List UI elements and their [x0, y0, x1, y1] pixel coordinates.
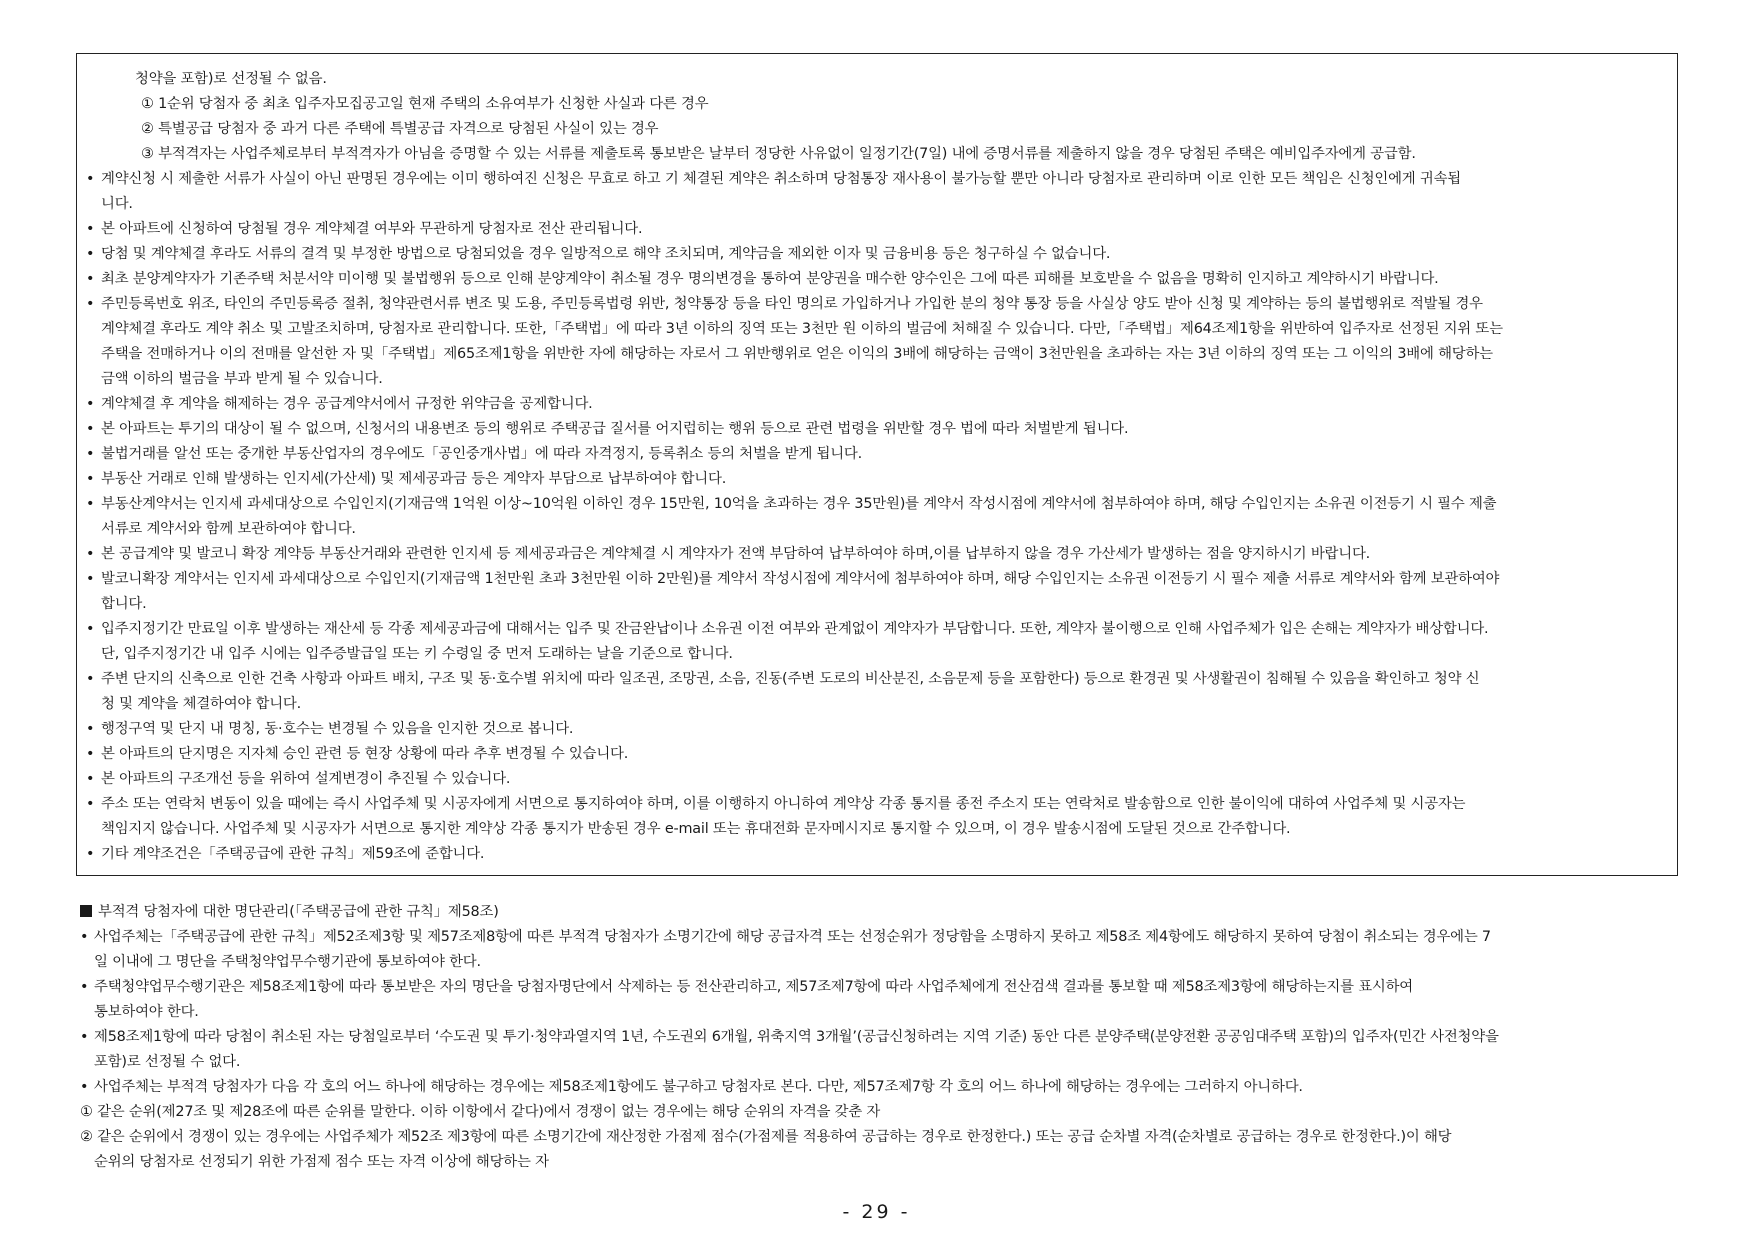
sub-item: ② 특별공급 당첨자 중 과거 다른 주택에 특별공급 자격으로 당첨된 사실이 있는 경우 [141, 121, 659, 137]
bullet-item [85, 492, 1661, 517]
numbered-item: ① 같은 순위(제27조 및 제28조에 따른 순위를 말한다. 이하 이항에서 같다)에서 경쟁이 없는 경우에는 해당 순위의 자격을 갖춘 자 [80, 1104, 881, 1120]
bullet-text: 주택청약업무수행기관은 제58조제1항에 따라 통보받은 자의 명단을 당첨자명단에서 삭제하는 등 전산관리하고, 제57조제7항에 따라 사업주체에게 전산검색 결과를 통보할 때 제58조제3항에 해당하는지를 표시하여 [94, 979, 1414, 995]
bullet-continuation: 니다. [101, 196, 133, 212]
bullet-continuation: 일 이내에 그 명단을 주택청약업무수행기관에 통보하여야 한다. [94, 954, 481, 970]
section-title: 부적격 당첨자에 대한 명단관리(「주택공급에 관한 규칙」제58조) [98, 904, 499, 920]
bullet-text: 본 아파트는 투기의 대상이 될 수 없으며, 신청서의 내용변조 등의 행위로 주택공급 질서를 어지럽히는 행위 등으로 관련 법령을 위반할 경우 법에 따라 처벌받게 됩니다. [101, 421, 1129, 437]
intro-line: 청약을 포함)로 선정될 수 없음. [135, 71, 327, 87]
bullet-dot-icon: • [86, 446, 95, 462]
bullet-text: 당첨 및 계약체결 후라도 서류의 결격 및 부정한 방법으로 당첨되었을 경우 일방적으로 해약 조치되며, 계약금을 제외한 이자 및 금융비용 등은 청구하실 수 없습니다. [101, 246, 1111, 262]
disqualified-winner-section [80, 900, 1680, 1175]
bullet-text: 사업주체는「주택공급에 관한 규칙」제52조제3항 및 제57조제8항에 따른 부적격 당첨자가 소명기간에 해당 공급자격 또는 선정순위가 정당함을 소명하지 못하고 제58조 제4항에도 해당하지 못하여 당첨이 취소되는 경우에는 7 [94, 929, 1491, 945]
bullet-text: 최초 분양계약자가 기존주택 처분서약 미이행 및 불법행위 등으로 인해 분양계약이 취소될 경우 명의변경을 통하여 분양권을 매수한 양수인은 그에 따른 피해를 보호받을 수 없음을 명확히 인지하고 계약하시기 바랍니다. [101, 271, 1439, 287]
bullet-dot-icon: • [80, 929, 89, 945]
bullet-text: 사업주체는 부적격 당첨자가 다음 각 호의 어느 하나에 해당하는 경우에는 제58조제1항에도 불구하고 당첨자로 본다. 다만, 제57조제7항 각 호의 어느 하나에 해당하는 경우에는 그러하지 아니하다. [94, 1079, 1303, 1095]
bullet-text: 본 공급계약 및 발코니 확장 계약등 부동산거래와 관련한 인지세 등 제세공과금은 계약체결 시 계약자가 전액 부담하여 납부하여야 하며,이를 납부하지 않을 경우 가산세가 발생하는 점을 양지하시기 바랍니다. [101, 546, 1371, 562]
bullet-continuation: 서류로 계약서와 함께 보관하여야 합니다. [101, 521, 356, 537]
bullet-item [85, 217, 1661, 242]
bullet-continuation: 주택을 전매하거나 이의 전매를 알선한 자 및「주택법」제65조제1항을 위반한 자에 해당하는 자로서 그 위반행위로 얻은 이익의 3배에 해당하는 금액이 3천만원을 초과하는 자는 3년 이하의 징역 또는 그 이익의 3배에 해당하는 [101, 346, 1493, 362]
bullet-text: 기타 계약조건은「주택공급에 관한 규칙」제59조에 준합니다. [101, 846, 485, 862]
bullet-continuation: 책임지지 않습니다. 사업주체 및 시공자가 서면으로 통지한 계약상 각종 통지가 반송된 경우 e-mail 또는 휴대전화 문자메시지로 통지할 수 있으며, 이 경우 발송시점에 도달된 것으로 간주합니다. [101, 821, 1291, 837]
bullet-text: 본 아파트의 구조개선 등을 위하여 설계변경이 추진될 수 있습니다. [101, 771, 511, 787]
bullet-dot-icon: • [86, 621, 95, 637]
bullet-continuation: 금액 이하의 벌금을 부과 받게 될 수 있습니다. [101, 371, 383, 387]
section-numbered-list [80, 1100, 1680, 1175]
bullet-text: 부동산 거래로 인해 발생하는 인지세(가산세) 및 제세공과금 등은 계약자 부담으로 납부하여야 합니다. [101, 471, 727, 487]
bullet-dot-icon: • [86, 671, 95, 687]
bullet-item [85, 792, 1661, 817]
bullet-item [85, 542, 1661, 567]
bullet-item [85, 667, 1661, 692]
bullet-dot-icon: • [86, 296, 95, 312]
numbered-item: ② 같은 순위에서 경쟁이 있는 경우에는 사업주체가 제52조 제3항에 따른 소명기간에 재산정한 가점제 점수(가점제를 적용하여 공급하는 경우로 한정한다.) 또는 공급 순차별 자격(순차별로 공급하는 경우로 한정한다.)이 해당 [80, 1129, 1452, 1145]
section-bullet-list [80, 925, 1680, 1100]
bullet-text: 불법거래를 알선 또는 중개한 부동산업자의 경우에도「공인중개사법」에 따라 자격정지, 등록취소 등의 처벌을 받게 됩니다. [101, 446, 862, 462]
bullet-text: 주소 또는 연락처 변동이 있을 때에는 즉시 사업주체 및 시공자에게 서면으로 통지하여야 하며, 이를 이행하지 아니하여 계약상 각종 통지를 종전 주소지 또는 연락처로 발송함으로 인한 불이익에 대하여 사업주체 및 시공자는 [101, 796, 1466, 812]
bullet-continuation: 계약체결 후라도 계약 취소 및 고발조치하며, 당첨자로 관리합니다. 또한,「주택법」에 따라 3년 이하의 징역 또는 3천만 원 이하의 벌금에 처해질 수 있습니다. 다만,「주택법」제64조제1항을 위반하여 입주자로 선정된 지위 또는 [101, 321, 1503, 337]
bullet-text: 계약체결 후 계약을 해제하는 경우 공급계약서에서 규정한 위약금을 공제합니다. [101, 396, 593, 412]
bullet-dot-icon: • [86, 246, 95, 262]
numbered-continuation: 순위의 당첨자로 선정되기 위한 가점제 점수 또는 자격 이상에 해당하는 자 [94, 1154, 549, 1170]
bullet-item [85, 392, 1661, 417]
bullet-text: 부동산계약서는 인지세 과세대상으로 수입인지(기재금액 1억원 이상~10억원 이하인 경우 15만원, 10억을 초과하는 경우 35만원)를 계약서 작성시점에 계약서에 첨부하여야 하며, 해당 수입인지는 소유권 이전등기 시 필수 제출 [101, 496, 1497, 512]
bullet-item [85, 467, 1661, 492]
bullet-item [85, 442, 1661, 467]
bullet-text: 발코니확장 계약서는 인지세 과세대상으로 수입인지(기재금액 1천만원 초과 3천만원 이하 2만원)를 계약서 작성시점에 계약서에 첨부하여야 하며, 해당 수입인지는 소유권 이전등기 시 필수 제출 서류로 계약서와 함께 보관하여야 [101, 571, 1500, 587]
bullet-dot-icon: • [86, 396, 95, 412]
bullet-item [80, 1075, 1680, 1100]
bullet-item [85, 742, 1661, 767]
bullet-text: 본 아파트에 신청하여 당첨될 경우 계약체결 여부와 무관하게 당첨자로 전산 관리됩니다. [101, 221, 643, 237]
bullet-dot-icon: • [86, 571, 95, 587]
bullet-item [85, 617, 1661, 642]
bullet-text: 계약신청 시 제출한 서류가 사실이 아닌 판명된 경우에는 이미 행하여진 신청은 무효로 하고 기 체결된 계약은 취소하며 당첨통장 재사용이 불가능할 뿐만 아니라 당첨자로 관리하며 이로 인한 모든 책임은 신청인에게 귀속됩 [101, 171, 1461, 187]
bullet-text: 주변 단지의 신축으로 인한 건축 사항과 아파트 배치, 구조 및 동·호수별 위치에 따라 일조권, 조망권, 소음, 진동(주변 도로의 비산분진, 소음문제 등을 포함한다) 등으로 환경권 및 사생활권이 침해될 수 있음을 확인하고 청약 신 [101, 671, 1480, 687]
bullet-item [85, 167, 1661, 192]
bullet-text: 입주지정기간 만료일 이후 발생하는 재산세 등 각종 제세공과금에 대해서는 입주 및 잔금완납이나 소유권 이전 여부와 관계없이 계약자가 부담합니다. 또한, 계약자 불이행으로 인해 사업주체가 입은 손해는 계약자가 배상합니다. [101, 621, 1489, 637]
bullet-text: 행정구역 및 단지 내 명칭, 동·호수는 변경될 수 있음을 인지한 것으로 봅니다. [101, 721, 574, 737]
bullet-dot-icon: • [86, 221, 95, 237]
bullet-continuation: 포함)로 선정될 수 없다. [94, 1054, 241, 1070]
page-number: - 29 - [842, 1201, 911, 1223]
bullet-dot-icon: • [80, 1029, 89, 1045]
bullet-continuation: 단, 입주지정기간 내 입주 시에는 입주증발급일 또는 키 수령일 중 먼저 도래하는 날을 기준으로 합니다. [101, 646, 733, 662]
notice-bullet-list [85, 167, 1661, 867]
bullet-continuation: 합니다. [101, 596, 147, 612]
bullet-item [85, 417, 1661, 442]
bullet-item [85, 842, 1661, 867]
bullet-item [85, 242, 1661, 267]
bullet-item [80, 1025, 1680, 1050]
bullet-dot-icon: • [86, 496, 95, 512]
bullet-dot-icon: • [86, 471, 95, 487]
bullet-dot-icon: • [86, 171, 95, 187]
bullet-text: 본 아파트의 단지명은 지자체 승인 관련 등 현장 상황에 따라 추후 변경될 수 있습니다. [101, 746, 629, 762]
square-bullet-icon [80, 905, 92, 917]
bullet-item [85, 717, 1661, 742]
bullet-item [85, 292, 1661, 317]
section-heading [80, 900, 1680, 925]
bullet-item [80, 925, 1680, 950]
bullet-dot-icon: • [86, 846, 95, 862]
bullet-text: 주민등록번호 위조, 타인의 주민등록증 절취, 청약관련서류 변조 및 도용, 주민등록법령 위반, 청약통장 등을 타인 명의로 가입하거나 가입한 분의 청약 통장 등을 사실상 양도 받아 신청 및 계약하는 등의 불법행위로 적발될 경우 [101, 296, 1483, 312]
bullet-item [85, 267, 1661, 292]
bullet-item [85, 567, 1661, 592]
bullet-dot-icon: • [86, 771, 95, 787]
bullet-continuation: 통보하여야 한다. [94, 1004, 199, 1020]
bullet-dot-icon: • [86, 796, 95, 812]
bullet-dot-icon: • [86, 546, 95, 562]
bullet-dot-icon: • [86, 271, 95, 287]
bullet-dot-icon: • [80, 1079, 89, 1095]
bullet-item [85, 767, 1661, 792]
bullet-text: 제58조제1항에 따라 당첨이 취소된 자는 당첨일로부터 ‘수도권 및 투기·청약과열지역 1년, 수도권외 6개월, 위축지역 3개월’(공급신청하려는 지역 기준) 동안 다른 분양주택(분양전환 공공임대주택 포함)의 입주자(민간 사전청약을 [94, 1029, 1499, 1045]
bullet-item [80, 975, 1680, 1000]
bullet-dot-icon: • [86, 421, 95, 437]
bullet-dot-icon: • [86, 746, 95, 762]
bullet-continuation: 청 및 계약을 체결하여야 합니다. [101, 696, 301, 712]
sub-item: ③ 부적격자는 사업주체로부터 부적격자가 아님을 증명할 수 있는 서류를 제출토록 통보받은 날부터 정당한 사유없이 일정기간(7일) 내에 증명서류를 제출하지 않을 경우 당첨된 주택은 예비입주자에게 공급함. [141, 146, 1416, 162]
bullet-dot-icon: • [86, 721, 95, 737]
notice-box [76, 53, 1678, 876]
bullet-dot-icon: • [80, 979, 89, 995]
sub-item: ① 1순위 당첨자 중 최초 입주자모집공고일 현재 주택의 소유여부가 신청한 사실과 다른 경우 [141, 96, 709, 112]
